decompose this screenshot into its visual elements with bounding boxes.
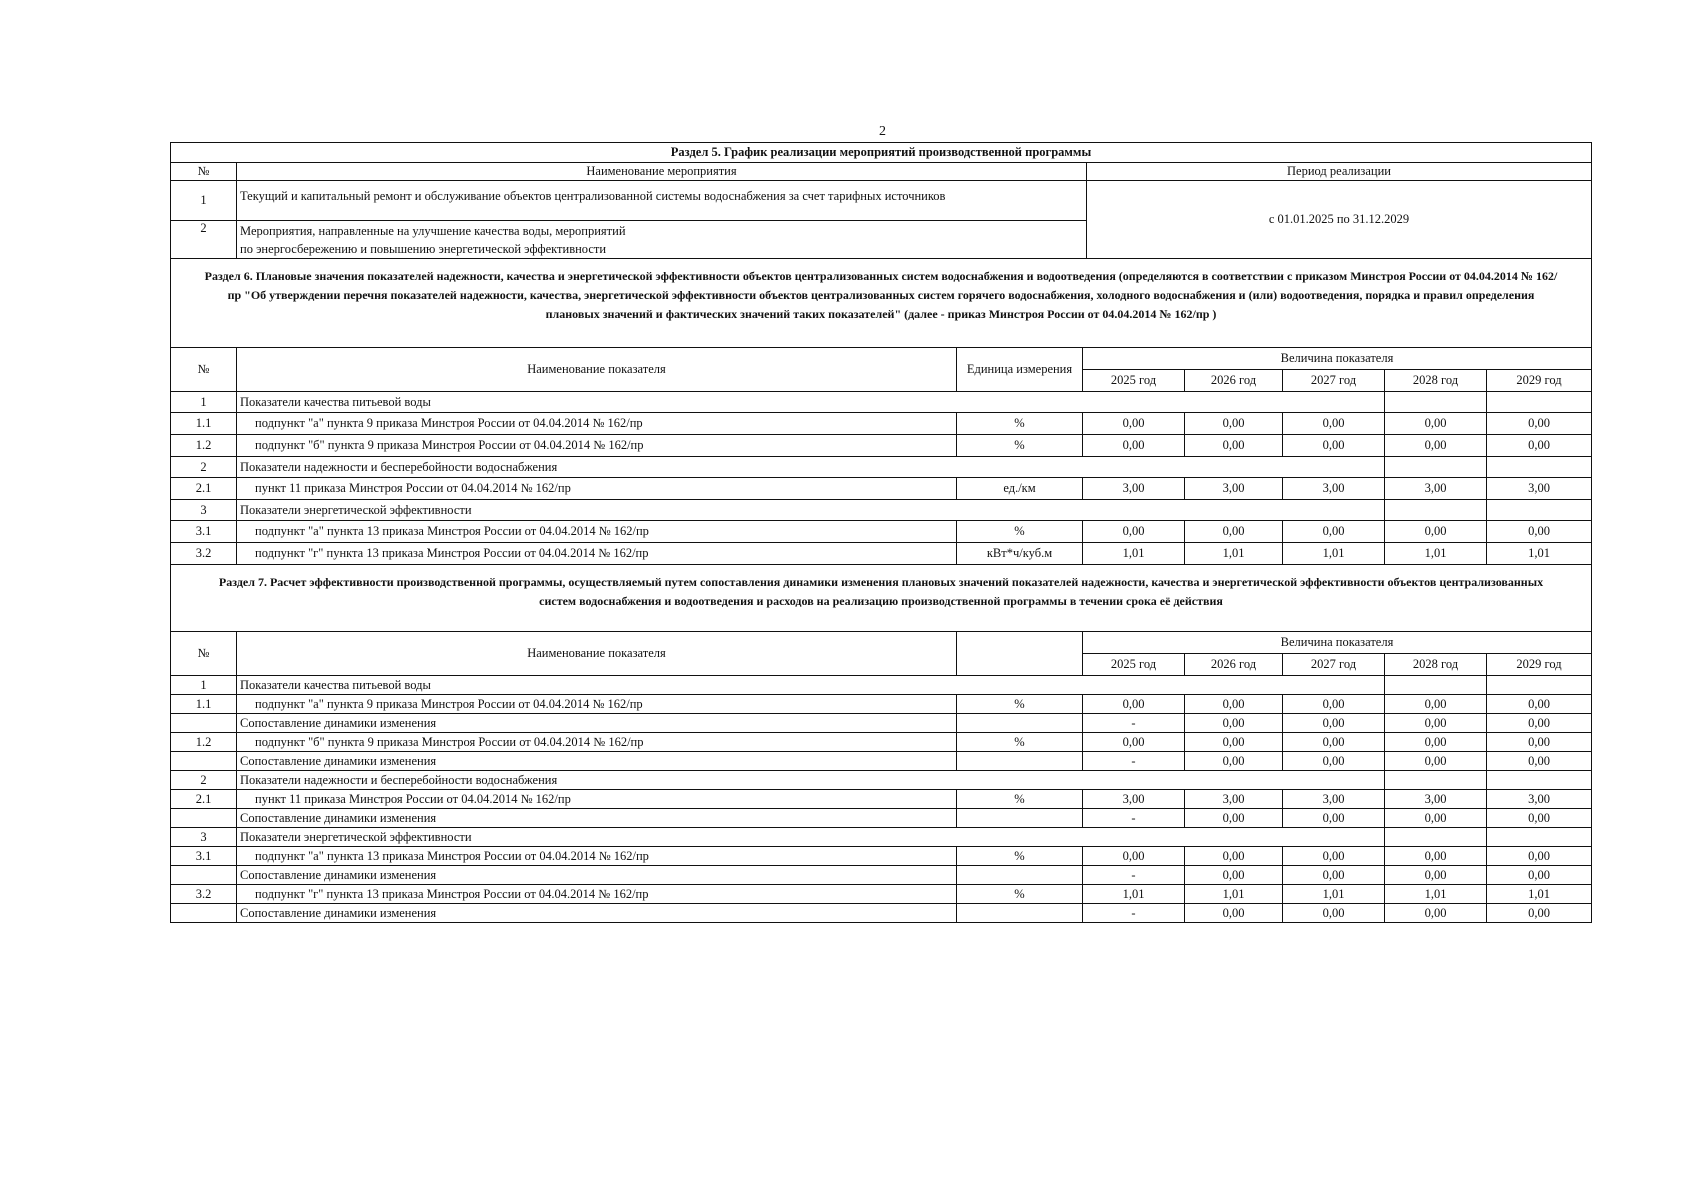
table-row: [171, 478, 1592, 500]
section5-row1-name: Текущий и капитальный ремонт и обслуживание объектов централизованной системы водоснабжения за счет тарифных источников: [237, 181, 1087, 221]
section7-value-cell: 1,01: [1185, 885, 1283, 904]
section6-row-num: 3: [171, 500, 237, 521]
section6-value-cell: 0,00: [1487, 413, 1592, 435]
section6-header-value: Величина показателя: [1083, 348, 1592, 370]
document-sheet: [170, 142, 1592, 923]
section6-value-cell: 1,01: [1385, 543, 1487, 565]
section7-value-cell: 0,00: [1487, 904, 1592, 923]
section7-year: 2028 год: [1385, 654, 1487, 676]
section6-empty-cell: [1283, 392, 1385, 413]
table-row: [171, 676, 1592, 695]
section6-row-unit: %: [957, 435, 1083, 457]
section7-value-cell: -: [1083, 752, 1185, 771]
section6-value-cell: 0,00: [1083, 521, 1185, 543]
section6-empty-cell: [1385, 392, 1487, 413]
section7-value-cell: -: [1083, 904, 1185, 923]
section6-value-cell: 0,00: [1283, 435, 1385, 457]
table-row: [171, 866, 1592, 885]
section7-value-cell: 0,00: [1487, 752, 1592, 771]
section6-value-cell: 0,00: [1487, 521, 1592, 543]
section7-table: [170, 631, 1592, 923]
section7-value-cell: 3,00: [1487, 790, 1592, 809]
section6-value-cell: 3,00: [1385, 478, 1487, 500]
section7-value-cell: 0,00: [1385, 714, 1487, 733]
table-row: [171, 733, 1592, 752]
section7-empty-cell: [1385, 828, 1487, 847]
section7-empty-cell: [1083, 771, 1185, 790]
section7-row-name: пункт 11 приказа Минстроя России от 04.04.2014 № 162/пр: [237, 790, 957, 809]
section7-value-cell: 0,00: [1385, 847, 1487, 866]
section6-row-num: 1: [171, 392, 237, 413]
section6-row-num: 2: [171, 457, 237, 478]
section7-row-name: Сопоставление динамики изменения: [237, 904, 957, 923]
section6-value-cell: 3,00: [1487, 478, 1592, 500]
table-row: [171, 790, 1592, 809]
section6-year: 2028 год: [1385, 370, 1487, 392]
section7-value-cell: 0,00: [1385, 733, 1487, 752]
section6-empty-cell: [1083, 392, 1185, 413]
section6-header-name: Наименование показателя: [237, 348, 957, 392]
table-row: [171, 500, 1592, 521]
section7-header-value: Величина показателя: [1083, 632, 1592, 654]
section5-header-period: Период реализации: [1087, 163, 1592, 181]
section5-row2-line1: Мероприятия, направленные на улучшение качества воды, мероприятий: [240, 223, 626, 238]
section6-year: 2025 год: [1083, 370, 1185, 392]
table-row: [171, 695, 1592, 714]
section7-value-cell: 0,00: [1283, 695, 1385, 714]
table-row: [171, 543, 1592, 565]
section6-value-cell: 1,01: [1185, 543, 1283, 565]
section7-value-cell: 0,00: [1385, 866, 1487, 885]
section7-group-name: Показатели энергетической эффективности: [237, 828, 1083, 847]
section5-header-name: Наименование мероприятия: [237, 163, 1087, 181]
section7-group-name: Показатели качества питьевой воды: [237, 676, 1083, 695]
section7-empty-cell: [1283, 771, 1385, 790]
section7-value-cell: -: [1083, 714, 1185, 733]
section6-value-cell: 0,00: [1487, 435, 1592, 457]
section7-empty-cell: [1487, 676, 1592, 695]
section7-empty-cell: [1083, 828, 1185, 847]
section7-value-cell: 3,00: [1083, 790, 1185, 809]
section7-row-name: Сопоставление динамики изменения: [237, 866, 957, 885]
section7-value-cell: 3,00: [1283, 790, 1385, 809]
section7-empty-cell: [1385, 676, 1487, 695]
section7-value-cell: -: [1083, 866, 1185, 885]
section7-value-cell: 0,00: [1185, 733, 1283, 752]
section6-empty-cell: [1487, 457, 1592, 478]
section6-empty-cell: [1185, 500, 1283, 521]
table-row: [171, 714, 1592, 733]
section7-year: 2027 год: [1283, 654, 1385, 676]
section7-row-num: [171, 904, 237, 923]
section7-row-unit: %: [957, 695, 1083, 714]
section7-row-num: [171, 714, 237, 733]
section7-value-cell: 0,00: [1283, 714, 1385, 733]
section6-row-num: 1.1: [171, 413, 237, 435]
section7-row-num: 2: [171, 771, 237, 790]
section5-header-num: №: [171, 163, 237, 181]
section6-row-unit: %: [957, 521, 1083, 543]
section7-value-cell: 0,00: [1487, 733, 1592, 752]
section7-value-cell: 1,01: [1283, 885, 1385, 904]
section7-value-cell: 0,00: [1487, 695, 1592, 714]
section7-row-num: 3.1: [171, 847, 237, 866]
section7-row-name: Сопоставление динамики изменения: [237, 714, 957, 733]
section6-body: [171, 392, 1592, 565]
section7-value-cell: 0,00: [1283, 752, 1385, 771]
table-row: [171, 847, 1592, 866]
section7-row-unit: %: [957, 733, 1083, 752]
section7-header-unit: [957, 632, 1083, 676]
section6-empty-cell: [1283, 457, 1385, 478]
section7-value-cell: 3,00: [1185, 790, 1283, 809]
section7-empty-cell: [1487, 771, 1592, 790]
table-row: [171, 457, 1592, 478]
section7-value-cell: 0,00: [1487, 714, 1592, 733]
section7-value-cell: 0,00: [1283, 809, 1385, 828]
section6-row-unit: %: [957, 413, 1083, 435]
section6-value-cell: 0,00: [1385, 435, 1487, 457]
section6-value-cell: 3,00: [1185, 478, 1283, 500]
section7-empty-cell: [1083, 676, 1185, 695]
section7-empty-cell: [1487, 828, 1592, 847]
section6-row-num: 3.2: [171, 543, 237, 565]
section7-header-name: Наименование показателя: [237, 632, 957, 676]
table-row: [171, 809, 1592, 828]
section7-value-cell: 0,00: [1385, 695, 1487, 714]
section7-value-cell: 0,00: [1487, 866, 1592, 885]
section7-row-num: 3: [171, 828, 237, 847]
section7-row-num: 2.1: [171, 790, 237, 809]
section7-empty-cell: [1185, 771, 1283, 790]
section6-value-cell: 0,00: [1083, 435, 1185, 457]
section7-body: [171, 676, 1592, 923]
section7-value-cell: 0,00: [1185, 866, 1283, 885]
table-row: [171, 413, 1592, 435]
table-row: [171, 435, 1592, 457]
section7-value-cell: 0,00: [1283, 866, 1385, 885]
section7-row-unit: %: [957, 790, 1083, 809]
section7-value-cell: -: [1083, 809, 1185, 828]
section7-value-cell: 3,00: [1385, 790, 1487, 809]
section7-empty-cell: [1185, 828, 1283, 847]
section7-group-name: Показатели надежности и бесперебойности водоснабжения: [237, 771, 1083, 790]
section6-empty-cell: [1283, 500, 1385, 521]
section6-value-cell: 0,00: [1283, 521, 1385, 543]
section7-value-cell: 0,00: [1185, 714, 1283, 733]
section5-row2-line2: по энергосбережению и повышению энергетической эффективности: [240, 241, 607, 256]
section7-row-name: подпункт "г" пункта 13 приказа Минстроя России от 04.04.2014 № 162/пр: [237, 885, 957, 904]
page-number: 2: [879, 124, 886, 139]
section7-row-num: 1.1: [171, 695, 237, 714]
section5-table: [170, 142, 1592, 259]
section6-value-cell: 0,00: [1185, 435, 1283, 457]
section6-value-cell: 0,00: [1385, 521, 1487, 543]
section7-value-cell: 0,00: [1185, 695, 1283, 714]
section6-row-name: подпункт "а" пункта 9 приказа Минстроя России от 04.04.2014 № 162/пр: [237, 413, 957, 435]
section6-table: [170, 347, 1592, 565]
section6-row-name: подпункт "а" пункта 13 приказа Минстроя России от 04.04.2014 № 162/пр: [237, 521, 957, 543]
section5-title: Раздел 5. График реализации мероприятий производственной программы: [171, 143, 1592, 163]
section6-header-num: №: [171, 348, 237, 392]
section7-empty-cell: [1283, 676, 1385, 695]
section6-row-num: 3.1: [171, 521, 237, 543]
section6-empty-cell: [1083, 457, 1185, 478]
table-row: [171, 904, 1592, 923]
table-row: [171, 771, 1592, 790]
section6-row-name: подпункт "г" пункта 13 приказа Минстроя России от 04.04.2014 № 162/пр: [237, 543, 957, 565]
section6-group-name: Показатели качества питьевой воды: [237, 392, 1083, 413]
section7-row-unit: [957, 752, 1083, 771]
section6-value-cell: 1,01: [1083, 543, 1185, 565]
section6-value-cell: 0,00: [1185, 413, 1283, 435]
section5-row1-num: 1: [171, 181, 237, 221]
section6-row-num: 1.2: [171, 435, 237, 457]
section7-row-num: [171, 866, 237, 885]
section7-value-cell: 0,00: [1283, 847, 1385, 866]
section7-empty-cell: [1283, 828, 1385, 847]
section6-empty-cell: [1083, 500, 1185, 521]
section5-row2-name: [237, 221, 1087, 259]
section7-value-cell: 1,01: [1385, 885, 1487, 904]
section7-header-num: №: [171, 632, 237, 676]
section6-value-cell: 1,01: [1487, 543, 1592, 565]
section7-value-cell: 0,00: [1185, 904, 1283, 923]
section7-row-num: [171, 752, 237, 771]
section7-value-cell: 0,00: [1083, 733, 1185, 752]
section7-value-cell: 0,00: [1283, 733, 1385, 752]
section6-value-cell: 3,00: [1083, 478, 1185, 500]
section7-row-unit: %: [957, 847, 1083, 866]
section7-value-cell: 0,00: [1385, 809, 1487, 828]
section6-value-cell: 3,00: [1283, 478, 1385, 500]
section6-group-name: Показатели энергетической эффективности: [237, 500, 1083, 521]
section6-year: 2029 год: [1487, 370, 1592, 392]
section7-row-unit: [957, 904, 1083, 923]
section7-row-name: подпункт "б" пункта 9 приказа Минстроя России от 04.04.2014 № 162/пр: [237, 733, 957, 752]
section6-row-name: пункт 11 приказа Минстроя России от 04.04.2014 № 162/пр: [237, 478, 957, 500]
section7-value-cell: 0,00: [1185, 809, 1283, 828]
section7-title: Раздел 7. Расчет эффективности производственной программы, осуществляемый путем сопоставления динамики изменения плановых значений показателей надежности, качества и энергетической эффективности объектов централизованных систем водоснабжения и водоотведения и расходов на реализацию производственной программы в течении срока её действия: [170, 565, 1592, 631]
section7-year: 2026 год: [1185, 654, 1283, 676]
section7-value-cell: 0,00: [1083, 695, 1185, 714]
section7-value-cell: 0,00: [1283, 904, 1385, 923]
section7-value-cell: 0,00: [1185, 847, 1283, 866]
section6-value-cell: 0,00: [1385, 413, 1487, 435]
section7-row-num: [171, 809, 237, 828]
section6-value-cell: 0,00: [1083, 413, 1185, 435]
section7-row-unit: [957, 714, 1083, 733]
section6-empty-cell: [1487, 392, 1592, 413]
section6-value-cell: 0,00: [1185, 521, 1283, 543]
section7-value-cell: 0,00: [1083, 847, 1185, 866]
section6-empty-cell: [1185, 392, 1283, 413]
section6-empty-cell: [1185, 457, 1283, 478]
section5-period: с 01.01.2025 по 31.12.2029: [1087, 181, 1592, 259]
section6-row-unit: ед./км: [957, 478, 1083, 500]
section7-year: 2029 год: [1487, 654, 1592, 676]
section7-year: 2025 год: [1083, 654, 1185, 676]
table-row: [171, 828, 1592, 847]
section7-value-cell: 0,00: [1385, 752, 1487, 771]
section7-row-name: Сопоставление динамики изменения: [237, 752, 957, 771]
section7-row-unit: [957, 809, 1083, 828]
section7-value-cell: 0,00: [1487, 847, 1592, 866]
section6-title: Раздел 6. Плановые значения показателей надежности, качества и энергетической эффективности объектов централизованных систем водоснабжения и водоотведения (определяются в соответствии с приказом Минстроя России от 04.04.2014 № 162/пр "Об утверждении перечня показателей надежности, качества, энергетической эффективности объектов централизованных систем горячего водоснабжения, холодного водоснабжения и (или) водоотведения, порядка и правил определения плановых значений и фактических значений таких показателей" (далее - приказ Минстроя России от 04.04.2014 № 162/пр ): [170, 259, 1592, 347]
table-row: [171, 885, 1592, 904]
table-row: [171, 392, 1592, 413]
section7-empty-cell: [1385, 771, 1487, 790]
section5-row2-num: 2: [171, 221, 237, 259]
section6-empty-cell: [1385, 500, 1487, 521]
section7-value-cell: 1,01: [1487, 885, 1592, 904]
table-row: [171, 521, 1592, 543]
section6-row-unit: кВт*ч/куб.м: [957, 543, 1083, 565]
section7-row-num: 1: [171, 676, 237, 695]
section6-year: 2027 год: [1283, 370, 1385, 392]
section7-value-cell: 0,00: [1487, 809, 1592, 828]
section7-row-name: подпункт "а" пункта 13 приказа Минстроя России от 04.04.2014 № 162/пр: [237, 847, 957, 866]
section6-group-name: Показатели надежности и бесперебойности водоснабжения: [237, 457, 1083, 478]
section7-row-name: Сопоставление динамики изменения: [237, 809, 957, 828]
section6-year: 2026 год: [1185, 370, 1283, 392]
section6-row-num: 2.1: [171, 478, 237, 500]
section7-row-name: подпункт "а" пункта 9 приказа Минстроя России от 04.04.2014 № 162/пр: [237, 695, 957, 714]
section7-value-cell: 0,00: [1385, 904, 1487, 923]
section6-empty-cell: [1487, 500, 1592, 521]
section6-empty-cell: [1385, 457, 1487, 478]
section6-value-cell: 0,00: [1283, 413, 1385, 435]
section7-empty-cell: [1185, 676, 1283, 695]
section6-value-cell: 1,01: [1283, 543, 1385, 565]
section6-header-unit: Единица измерения: [957, 348, 1083, 392]
section7-row-unit: [957, 866, 1083, 885]
section7-row-num: 1.2: [171, 733, 237, 752]
section7-value-cell: 0,00: [1185, 752, 1283, 771]
table-row: [171, 752, 1592, 771]
section7-row-num: 3.2: [171, 885, 237, 904]
section7-row-unit: %: [957, 885, 1083, 904]
section7-value-cell: 1,01: [1083, 885, 1185, 904]
section6-row-name: подпункт "б" пункта 9 приказа Минстроя России от 04.04.2014 № 162/пр: [237, 435, 957, 457]
